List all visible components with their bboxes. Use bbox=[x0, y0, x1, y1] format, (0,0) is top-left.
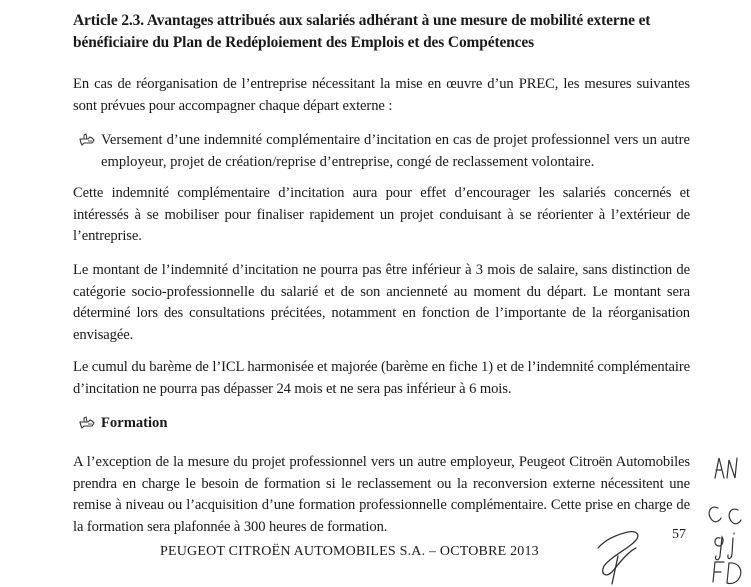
article-title-line-1: Article 2.3. Avantages attribués aux salariés adhérant à une mesure de mobilité externe et bbox=[73, 12, 651, 29]
initials-an bbox=[715, 458, 737, 478]
initials-fd bbox=[713, 562, 741, 584]
page-number: 57 bbox=[672, 527, 686, 542]
initials-gj bbox=[715, 533, 734, 560]
amount-paragraph: Le montant de l’indemnité d’incitation ne pourra pas être inférieur à 3 mois de salaire, sans distinction de catégorie socio-professionnelle du salarié et de son ancienneté au moment du départ. Le montant sera déterminé lors des consultations précitées, notamment en fonction de l’importante de la réorganisation envisagée. bbox=[73, 262, 690, 343]
initials-cc bbox=[709, 507, 741, 524]
formation-paragraph: A l’exception de la mesure du projet professionnel vers un autre employeur, Peugeot Citroën Automobiles prendra en charge le besoin de formation si le reclassement ou la reconversion externe nécessitent une remise à niveau ou l’acquisition d’une formation professionnelle complémentaire. Cette prise en charge de la formation sera plafonnée à 300 heures de formation. bbox=[73, 454, 690, 535]
intro-paragraph: En cas de réorganisation de l’entreprise nécessitant la mise en œuvre d’un PREC, les mesures suivantes sont prévues pour accompagner chaque départ externe : bbox=[73, 76, 690, 114]
formation-heading: Formation bbox=[101, 415, 168, 431]
signature-scribble bbox=[598, 532, 638, 584]
footer-text: PEUGEOT CITROËN AUTOMOBILES S.A. – OCTOBRE 2013 bbox=[160, 544, 539, 559]
effect-paragraph: Cette indemnité complémentaire d’incitation aura pour effet d’encourager les salariés concernés et intéressés à se mobiliser pour finaliser rapidement un projet conduisant à se réorienter à l’extérieur de l’entreprise. bbox=[73, 185, 690, 244]
cumul-paragraph: Le cumul du barème de l’ICL harmonisée et majorée (barème en fiche 1) et de l’indemnité complémentaire d’incitation ne pourra pas dépasser 24 mois et ne sera pas inférieur à 6 mois. bbox=[73, 359, 690, 397]
article-title-line-2: bénéficiaire du Plan de Redéploiement des Emplois et des Compétences bbox=[73, 34, 535, 51]
bullet-text-versement: Versement d’une indemnité complémentaire d’incitation en cas de projet professionnel vers un autre employeur, projet de création/reprise d’entreprise, congé de reclassement volontaire. bbox=[101, 132, 690, 170]
